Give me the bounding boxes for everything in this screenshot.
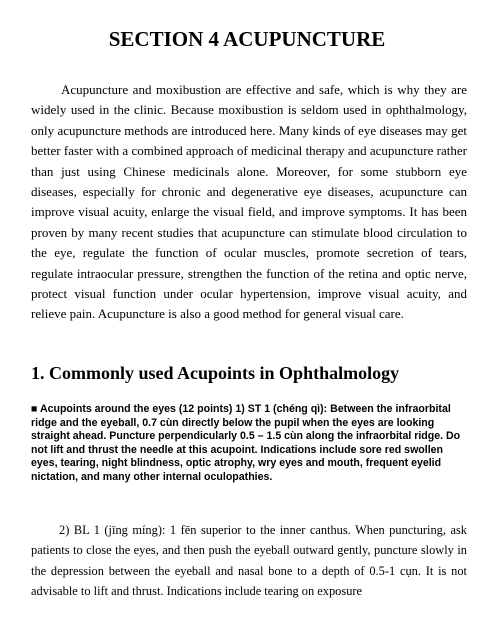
intro-paragraph: Acupuncture and moxibustion are effective and safe, which is why they are widely used in the clinic. Because moxibustion is seldom used in ophthalmology, only acupuncture methods are introduced here. Many kinds of eye diseases may get better faster with a combined approach of medicinal therapy and acupuncture rather than just using Chinese medicinals alone. Moreover, for some stubborn eye diseases, especially for chronic and degenerative eye diseases, acupuncture can improve visual acuity, enlarge the visual field, and improve symptoms. It has been proven by many recent studies that acupuncture can stimulate blood circulation to the eye, regulate the function of ocular muscles, promote secretion of tears, regulate intraocular pressure, strengthen the function of the retina and optic nerve, protect visual function under ocular hypertension, improve visual acuity, and relieve pain. Acupuncture is also a good method for general visual care. bbox=[31, 82, 467, 322]
acupoints-bold-paragraph: ■ Acupoints around the eyes (12 points) 1) ST 1 (chéng qì): Between the infraorbital ridge and the eyeball, 0.7 cùn directly below the pupil when the eyes are looking straight ahead. Puncture perpendicularly 0.5 – 1.5 cùn along the infraorbital ridge. Do not lift and thrust the needle at this acupoint. Indications include sore red swollen eyes, tearing, night blindness, optic atrophy, wry eyes and mouth, frequent eyelid nictation, and many other internal oculopathies. bbox=[31, 403, 461, 483]
bl1-paragraph: 2) BL 1 (jīng míng): 1 fēn superior to the inner canthus. When puncturing, ask patients to close the eyes, and then push the eyeball outward gently, puncture slowly in the depression between the eyeball and nasal bone to a depth of 0.5-1 cụn. It is not advisable to lift and thrust. Indications include tearing on exposure bbox=[31, 523, 467, 599]
subsection-heading: 1. Commonly used Acupoints in Ophthalmology bbox=[31, 363, 400, 383]
section-title: SECTION 4 ACUPUNCTURE bbox=[108, 27, 386, 51]
